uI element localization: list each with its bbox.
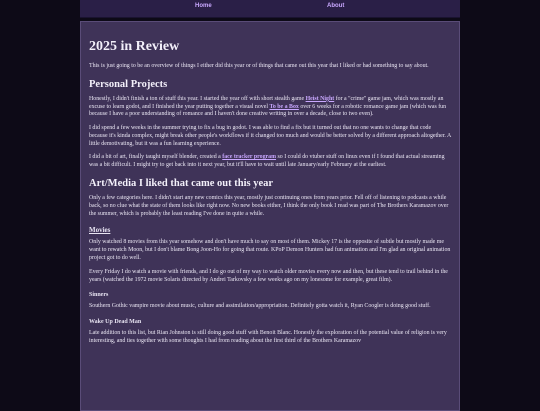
nav-home-link[interactable]: Home (195, 3, 212, 9)
article-content (80, 21, 460, 411)
text-span: I did a bit of art, finally taught myself blender, created a (89, 154, 223, 161)
personal-paragraph-1 (89, 96, 451, 119)
text-span: so I could do vtuber stuff on linux even if I found that actual streaming was a bit difficult. I might try to get back into it next year, but it'll have to wait until late January/early February at the earliest. (89, 154, 445, 169)
text-span: Honestly, I didn't finish a ton of stuff this year. I started the year off with short stealth game (89, 95, 306, 102)
personal-projects-heading: Personal Projects (89, 78, 168, 90)
personal-paragraph-2: I did spend a few weeks in the summer trying to fix a bug in godot. I was able to find a fix but it turned out that no one wants to change that code because it's kinda complex, might break other people's workflows if it changed too much and would be better solved by a different approach altogether. A little demotivating, but it was a fun learning experience. (89, 125, 451, 147)
sinners-paragraph: Southern Gothic vampire movie about music, culture and assimilation/appropriation. Definitely gotta watch it, Ryan Coogler is doing good stuff. (89, 303, 431, 310)
intro-paragraph: This is just going to be an overview of things I either did this year or of things that came out this year that I liked or had something to say about. (89, 63, 429, 69)
media-intro-paragraph: Only a few categories here. I didn't start any new comics this year, mostly just continuing ones from years prior. Fell off of listening to podcasts a while back, so no clue what the state of them looks like right now. No new books either, I think the only book I read was part of The Brothers Karamazov over the summer, which is probably the least reading I've done in quite a while. (89, 195, 449, 217)
heist-night-link[interactable]: Heist Night (305, 95, 335, 102)
nav-about-link[interactable]: About (327, 3, 345, 9)
page-title: 2025 in Review (89, 39, 180, 54)
text-span: for a "crime" game jam, which was mostly an excuse to learn godot, and I finished the year putting together a visual novel (89, 95, 444, 110)
face-tracker-link[interactable]: face tracker program (222, 154, 277, 161)
to-be-a-box-link[interactable]: To be a Box (269, 103, 299, 110)
movies-paragraph-1: Only watched 8 movies from this year somehow and don't have much to say on most of them. Mickey 17 is the opposite of subtle but mostly made me want to rewatch Moon, but I don't blame Bong Joon-Ho for going that route. KPoP Demon Hunters had fun animation and I'm glad an original animation project got to do well. (89, 239, 451, 261)
sinners-heading: Sinners (89, 292, 109, 299)
media-heading: Art/Media I liked that came out this year (89, 178, 274, 190)
movies-heading: Movies (89, 226, 111, 235)
movies-paragraph-2: Every Friday I do watch a movie with friends, and I do go out of my way to watch older movies every now and then, but these tend to trail behind in the years (watched the 1972 movie Solaris directed by Andrei Tarkovsky a few weeks ago on my lonesome for example, great film). (89, 268, 448, 283)
top-navbar (80, 0, 460, 18)
text-span: over 6 weeks for a robotic romance game jam (which was fun because I have a poor understanding of romance and I haven't done creative writing in over a decade, close to two even). (89, 103, 447, 118)
personal-paragraph-3 (89, 154, 451, 170)
wake-up-dead-man-paragraph: Late addition to this list, but Rian Johnston is still doing good stuff with Benoit Blanc. Honestly the exploration of the potential value of religion is very interesting, and ties together with some thoughts I had from reading about the first third of the Brothers Karamazov (89, 330, 447, 344)
wake-up-dead-man-heading: Wake Up Dead Man (89, 319, 142, 326)
